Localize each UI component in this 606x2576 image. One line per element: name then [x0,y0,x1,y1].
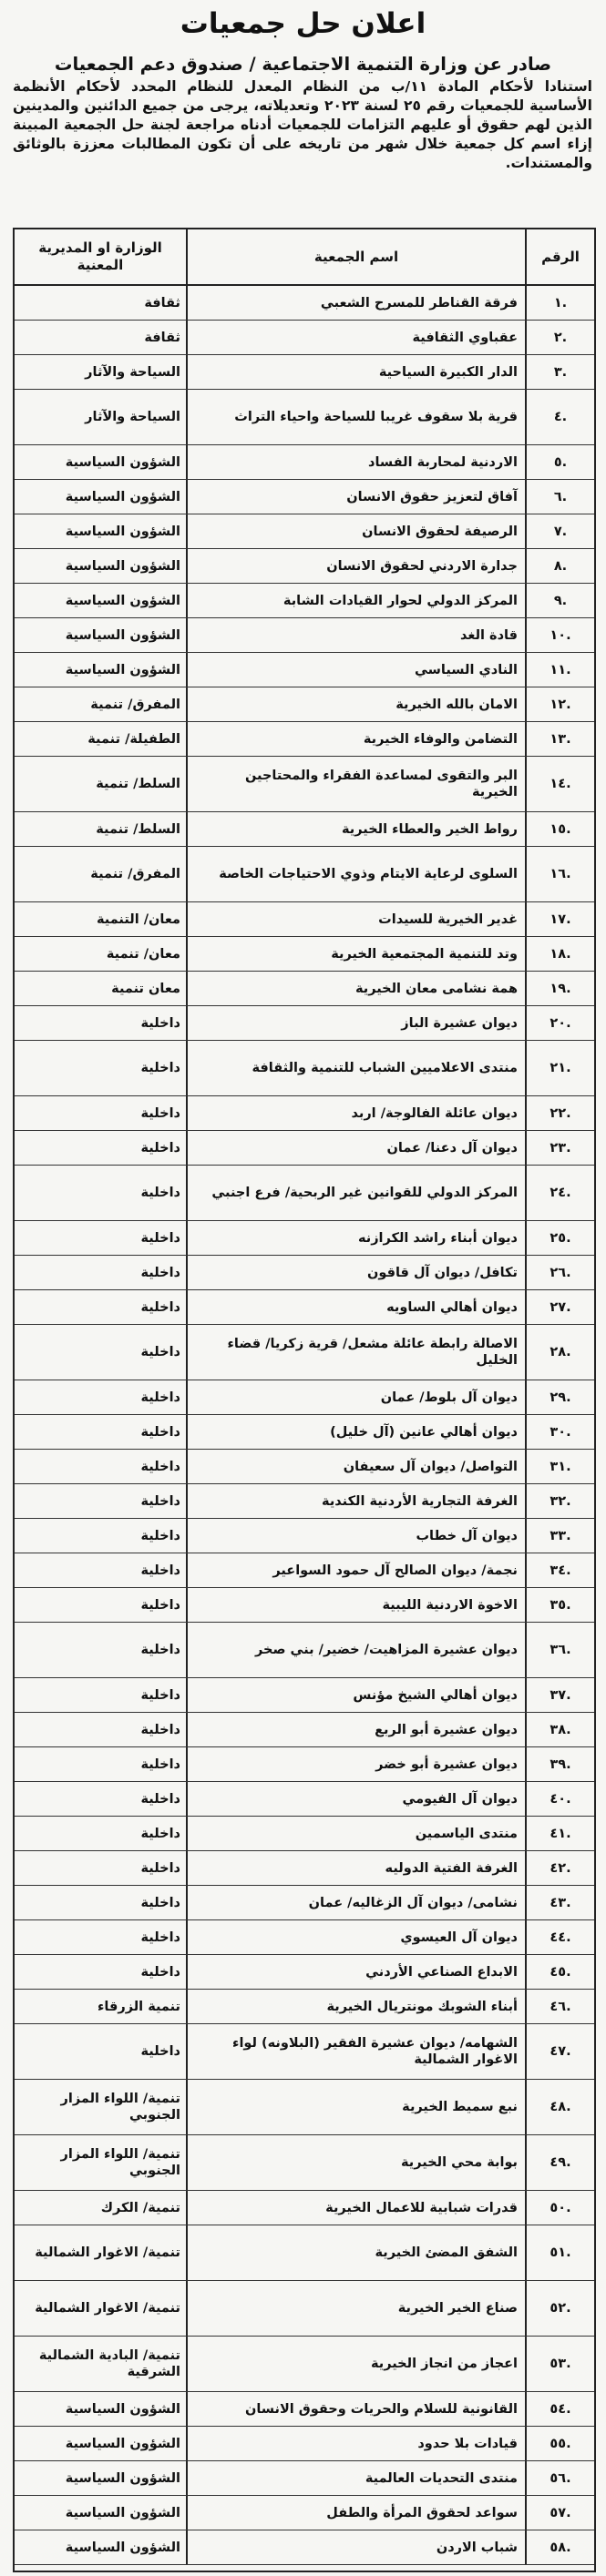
responsible-ministry: الشؤون السياسية [65,2436,180,2451]
row-number: .١٦ [550,867,571,881]
responsible-ministry: تنمية الزرقاء [98,1999,180,2014]
row-number: .٢٧ [550,1299,571,1315]
table-row [15,584,594,618]
table-row [15,1484,594,1519]
row-number: .١ [553,295,568,311]
association-name: ديوان أهالي عانين (آل خليل) [186,1415,527,1449]
responsible-ministry: داخلية [140,1528,180,1543]
row-number: .٢٣ [550,1140,571,1156]
row-number: .٤٨ [550,2100,571,2114]
association-name: رواط الخير والعطاء الخيرية [186,812,527,846]
table-row [15,1886,594,1920]
row-number: .٩ [553,593,568,608]
table-row [15,2191,594,2225]
responsible-ministry: داخلية [140,1424,180,1440]
table-row [15,1955,594,1990]
row-number: .٢٥ [550,1230,571,1246]
table-row [15,1747,594,1782]
responsible-ministry: تنمية/ الاغوار الشمالية [35,2245,180,2260]
table-row [15,2135,594,2191]
table-row [15,355,594,390]
row-number: .٥٠ [550,2200,571,2215]
responsible-ministry: تنمية/ البادية الشمالية الشرقية [38,2348,180,2379]
row-number: .١٨ [550,946,571,962]
responsible-ministry: داخلية [140,1722,180,1737]
responsible-ministry: داخلية [140,1687,180,1703]
responsible-ministry: تنمية/ الاغوار الشمالية [35,2301,180,2316]
row-number: .٢٩ [550,1390,571,1405]
table-row [15,1041,594,1096]
table-row [15,286,594,321]
association-name: النادي السياسي [186,653,527,687]
table-row [15,1623,594,1678]
association-name: الاصالة رابطة عائلة مشعل/ قرية زكريا/ قضاء الخليل [186,1325,527,1380]
association-name: منتدى التحديات العالمية [186,2461,527,2495]
row-number: .٥٤ [550,2401,571,2417]
responsible-ministry: داخلية [140,1459,180,1474]
association-name: ديوان آل خطاب [186,1519,527,1553]
responsible-ministry: داخلية [140,2044,180,2059]
association-name: التواصل/ ديوان آل سعيفان [186,1450,527,1483]
table-row [15,972,594,1006]
row-number: .٥٣ [550,2357,571,2371]
association-name: نبع سميط الخيرية [186,2080,527,2134]
association-name: قدرات شبابية للاعمال الخيرية [186,2191,527,2225]
header-ministry: الوزارة او المديرية المعنية [38,239,162,273]
row-number: .٤٣ [550,1895,571,1910]
association-name: أبناء الشوبك مونتريال الخيرية [186,1990,527,2023]
association-name: الشهامه/ ديوان عشيرة الفقير (البلاونه) لواء الاغوار الشمالية [186,2024,527,2079]
table-row [15,1817,594,1851]
row-number: .٢٨ [550,1345,571,1359]
responsible-ministry: الشؤون السياسية [65,489,180,504]
row-number: .٣٢ [550,1493,571,1509]
table-row [15,1166,594,1221]
row-number: .٢٤ [550,1186,571,1200]
responsible-ministry: السلط/ تنمية [96,777,180,791]
page-subtitle: صادر عن وزارة التنمية الاجتماعية / صندوق دعم الجمعيات [54,54,552,75]
row-number: .٤٤ [550,1929,571,1945]
association-name: قيادات بلا حدود [186,2427,527,2460]
association-name: الابداع الصناعي الأردني [186,1955,527,1989]
responsible-ministry: الشؤون السياسية [65,627,180,643]
table-row [15,2024,594,2080]
responsible-ministry: داخلية [140,1015,180,1031]
responsible-ministry: داخلية [140,1140,180,1156]
table-row [15,1096,594,1131]
responsible-ministry: الشؤون السياسية [65,2470,180,2486]
responsible-ministry: داخلية [140,1299,180,1315]
responsible-ministry: داخلية [140,1756,180,1772]
association-name: منتدى الياسمين [186,1817,527,1850]
page-title: اعلان حل جمعيات [180,7,426,40]
association-name: الغرفة التجارية الأردنية الكندية [186,1484,527,1518]
responsible-ministry: داخلية [140,1860,180,1876]
row-number: .١٤ [550,777,571,791]
header-number: الرقم [541,248,580,265]
intro-paragraph: استنادا لأحكام المادة ١١/ب من النظام المعدل للنظام المحدد لأحكام الأنظمة الأساسية للجمعيات رقم ٢٥ لسنة ٢٠٢٣ وتعديلاته، يرجى من جميع الدائنين والمدينين الذين لهم حقوق أو عليهم التزامات للجمعيات أدناه مراجعة لجنة حل الجمعية المبينة إزاء اسم كل جمعية خلال شهر من تاريخه على أن تكون المطالبات معززة بالوثائق والمستندات. [13,78,592,171]
association-name: الشفق المضئ الخيرية [186,2225,527,2280]
association-name: القانونية للسلام والحريات وحقوق الانسان [186,2392,527,2426]
table-row [15,1588,594,1623]
table-row [15,2337,594,2392]
association-name: تكافل/ ديوان آل قاقون [186,1256,527,1289]
row-number: .٤٥ [550,1964,571,1980]
table-row [15,2281,594,2337]
responsible-ministry: المفرق/ تنمية [90,697,180,712]
row-number: .٤٦ [550,1999,571,2014]
row-number: .٥٨ [550,2540,571,2555]
row-number: .٣٠ [550,1424,571,1440]
association-name: ديوان أهالي الشيخ مؤنس [186,1678,527,1712]
association-name: ديوان أهالي الساويه [186,1290,527,1324]
association-name: نشامى/ ديوان آل الزغاليه/ عمان [186,1886,527,1919]
row-number: .٤ [553,410,568,424]
association-name: الغرفة الفتية الدوليه [186,1851,527,1885]
row-number: .٤٩ [550,2155,571,2170]
table-row [15,1221,594,1256]
responsible-ministry: الشؤون السياسية [65,454,180,470]
table-row [15,1325,594,1380]
table-row [15,757,594,812]
responsible-ministry: داخلية [140,1826,180,1841]
association-name: ديوان آل العيسوي [186,1920,527,1954]
responsible-ministry: داخلية [140,1895,180,1910]
responsible-ministry: الشؤون السياسية [65,2401,180,2417]
row-number: .٣٤ [550,1563,571,1578]
table-row [15,722,594,757]
responsible-ministry: معان تنمية [111,981,180,996]
responsible-ministry: داخلية [140,1105,180,1121]
table-row [15,2496,594,2530]
row-number: .٢١ [550,1061,571,1075]
association-name: المركز الدولي للقوانين غير الربحية/ فرع اجنبي [186,1166,527,1220]
association-name: سواعد لحقوق المرأة والطفل [186,2496,527,2530]
association-name: اعجاز من انجاز الخيرية [186,2337,527,2391]
responsible-ministry: الطفيلة/ تنمية [87,731,180,747]
table-row [15,687,594,722]
table-row [15,1990,594,2024]
table-row [15,321,594,355]
row-number: .١١ [550,662,571,677]
responsible-ministry: السياحة والآثار [85,410,180,424]
responsible-ministry: الشؤون السياسية [65,558,180,574]
association-name: منتدى الاعلاميين الشباب للتنمية والثقافة [186,1041,527,1095]
association-name: قرية بلا سقوف غريبا للسياحة واحياء التراث [186,390,527,444]
table-row [15,937,594,972]
row-number: .٣ [553,364,568,380]
responsible-ministry: معان/ تنمية [106,946,180,962]
row-number: .١٣ [550,731,571,747]
table-row [15,2461,594,2496]
responsible-ministry: داخلية [140,1791,180,1807]
table-row [15,2530,594,2565]
row-number: .٧ [553,524,568,539]
table-row [15,1678,594,1713]
responsible-ministry: المفرق/ تنمية [90,867,180,881]
table-row [15,480,594,514]
responsible-ministry: تنمية/ اللواء المزار الجنوبي [60,2147,180,2178]
header-name: اسم الجمعية [186,229,527,284]
association-name: عقباوي الثقافية [186,321,527,354]
responsible-ministry: داخلية [140,1230,180,1246]
association-name: وتد للتنمية المجتمعية الخيرية [186,937,527,971]
responsible-ministry: ثقافة [144,330,180,345]
table-row [15,812,594,847]
association-name: ديوان آل دعنا/ عمان [186,1131,527,1165]
responsible-ministry: داخلية [140,1929,180,1945]
row-number: .٤٠ [550,1791,571,1807]
row-number: .٣٦ [550,1643,571,1657]
association-name: ديوان أبناء راشد الكرازنه [186,1221,527,1255]
responsible-ministry: داخلية [140,1597,180,1613]
responsible-ministry: الشؤون السياسية [65,593,180,608]
association-name: ديوان عشيرة الباز [186,1006,527,1040]
responsible-ministry: الشؤون السياسية [65,524,180,539]
row-number: .٣٩ [550,1756,571,1772]
association-name: ديوان آل الفيومي [186,1782,527,1816]
table-row [15,2225,594,2281]
responsible-ministry: داخلية [140,1643,180,1657]
responsible-ministry: السلط/ تنمية [96,821,180,837]
row-number: .١٢ [550,697,571,712]
row-number: .٢٦ [550,1265,571,1280]
row-number: .٥٧ [550,2505,571,2520]
row-number: .٥ [553,454,568,470]
responsible-ministry: داخلية [140,1493,180,1509]
table-row [15,1450,594,1484]
table-row [15,1782,594,1817]
table-row [15,618,594,653]
association-name: الامان بالله الخيرية [186,687,527,721]
table-row [15,514,594,549]
row-number: .٦ [553,489,568,504]
table-header [15,229,594,286]
association-name: الاخوة الاردنية الليبية [186,1588,527,1622]
table-row [15,1519,594,1553]
responsible-ministry: داخلية [140,1265,180,1280]
table-row [15,390,594,445]
association-name: بوابة محي الخيرية [186,2135,527,2190]
table-row [15,1290,594,1325]
association-name: فرقة القناطر للمسرح الشعبي [186,286,527,320]
responsible-ministry: داخلية [140,1563,180,1578]
table-row [15,1713,594,1747]
responsible-ministry: ثقافة [144,295,180,311]
association-name: الاردنية لمحاربة الفساد [186,445,527,479]
responsible-ministry: داخلية [140,1061,180,1075]
row-number: .٣٣ [550,1528,571,1543]
association-name: ديوان عشيرة أبو خضر [186,1747,527,1781]
table-row [15,653,594,687]
association-name: صناع الخير الخيرية [186,2281,527,2336]
row-number: .٣٨ [550,1722,571,1737]
table-row [15,2392,594,2427]
association-name: غدير الخيرية للسيدات [186,902,527,936]
responsible-ministry: داخلية [140,1390,180,1405]
row-number: .٤١ [550,1826,571,1841]
association-name: همة نشامى معان الخيرية [186,972,527,1005]
table-row [15,1553,594,1588]
row-number: .٣٥ [550,1597,571,1613]
row-number: .٥٢ [550,2301,571,2316]
table-row [15,1920,594,1955]
association-name: ديوان عائلة الفالوجة/ اربد [186,1096,527,1130]
row-number: .٥٥ [550,2436,571,2451]
association-name: ديوان آل بلوط/ عمان [186,1380,527,1414]
association-name: الدار الكبيرة السياحية [186,355,527,389]
association-name: المركز الدولي لحوار القيادات الشابة [186,584,527,617]
association-name: شباب الاردن [186,2530,527,2564]
row-number: .٨ [553,558,568,574]
association-name: نجمة/ ديوان الصالح آل حمود السواعير [186,1553,527,1587]
row-number: .٢ [553,330,568,345]
row-number: .٢٢ [550,1105,571,1121]
table-row [15,902,594,937]
row-number: .٥٦ [550,2470,571,2486]
responsible-ministry: داخلية [140,1186,180,1200]
row-number: .٥١ [550,2245,571,2260]
table-row [15,549,594,584]
table-row [15,847,594,902]
table-row [15,1131,594,1166]
association-name: التضامن والوفاء الخيرية [186,722,527,756]
association-name: ديوان عشيرة أبو الربع [186,1713,527,1746]
table-row [15,445,594,480]
row-number: .٣٧ [550,1687,571,1703]
table-row [15,2080,594,2135]
responsible-ministry: تنمية/ اللواء المزار الجنوبي [60,2092,180,2123]
row-number: .١٠ [550,627,571,643]
association-name: السلوى لرعاية الايتام وذوي الاحتياجات الخاصة [186,847,527,901]
responsible-ministry: داخلية [140,1964,180,1980]
table-row [15,1380,594,1415]
row-number: .١٧ [550,911,571,927]
table-row [15,1415,594,1450]
table-row [15,1851,594,1886]
association-name: آفاق لتعزيز حقوق الانسان [186,480,527,514]
responsible-ministry: السياحة والآثار [85,364,180,380]
table-row [15,1006,594,1041]
responsible-ministry: الشؤون السياسية [65,2505,180,2520]
row-number: .٤٢ [550,1860,571,1876]
associations-table [13,228,596,2572]
responsible-ministry: تنمية/ الكرك [100,2200,180,2215]
row-number: .٣١ [550,1459,571,1474]
association-name: ديوان عشيرة المزاهيت/ خضير/ بني صخر [186,1623,527,1677]
association-name: البر والتقوى لمساعدة الفقراء والمحتاجين الخيرية [186,757,527,811]
row-number: .٢٠ [550,1015,571,1031]
responsible-ministry: الشؤون السياسية [65,662,180,677]
responsible-ministry: الشؤون السياسية [65,2540,180,2555]
association-name: قادة الغد [186,618,527,652]
row-number: .١٩ [550,981,571,996]
responsible-ministry: داخلية [140,1345,180,1359]
row-number: .١٥ [550,821,571,837]
association-name: الرصيفة لحقوق الانسان [186,514,527,548]
table-row [15,2427,594,2461]
responsible-ministry: معان/ التنمية [96,911,180,927]
table-row [15,1256,594,1290]
row-number: .٤٧ [550,2044,571,2059]
association-name: جدارة الاردني لحقوق الانسان [186,549,527,583]
